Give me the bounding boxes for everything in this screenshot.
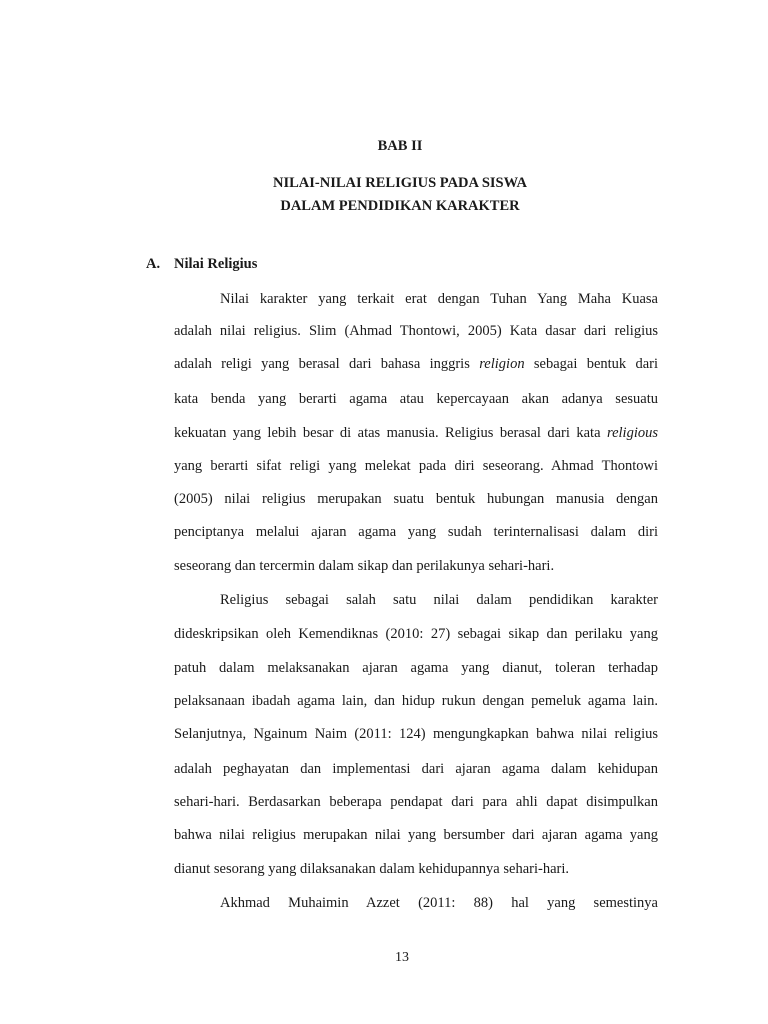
p2-line-1: Religius sebagai salah satu nilai dalam pendidikan karakter bbox=[220, 592, 658, 608]
chapter-title-line-1: NILAI-NILAI RELIGIUS PADA SISWA bbox=[273, 175, 527, 191]
page-number: 13 bbox=[395, 950, 409, 965]
p1-line-3-text-a: adalah religi yang berasal dari bahasa inggris bbox=[174, 356, 470, 372]
p2-line-6: adalah peghayatan dan implementasi dari ajaran agama dalam kehidupan bbox=[174, 761, 658, 777]
section-letter: A. bbox=[146, 256, 161, 272]
p1-line-5 bbox=[174, 424, 658, 442]
p3-line-1: Akhmad Muhaimin Azzet (2011: 88) hal yang semestinya bbox=[220, 895, 658, 911]
p2-line-3: patuh dalam melaksanakan ajaran agama yang dianut, toleran terhadap bbox=[174, 660, 658, 676]
section-heading bbox=[146, 255, 257, 273]
p1-line-2: adalah nilai religius. Slim (Ahmad Thontowi, 2005) Kata dasar dari religius bbox=[174, 323, 658, 339]
p1-line-1: Nilai karakter yang terkait erat dengan Tuhan Yang Maha Kuasa bbox=[220, 291, 658, 307]
p1-line-8: penciptanya melalui ajaran agama yang sudah terinternalisasi dalam diri bbox=[174, 524, 658, 540]
p2-line-2: dideskripsikan oleh Kemendiknas (2010: 27) sebagai sikap dan perilaku yang bbox=[174, 626, 658, 642]
p2-line-5: Selanjutnya, Ngainum Naim (2011: 124) mengungkapkan bahwa nilai religius bbox=[174, 726, 658, 742]
p1-line-5-italic-term: religious bbox=[606, 425, 659, 441]
chapter-title-line-2: DALAM PENDIDIKAN KARAKTER bbox=[280, 198, 520, 214]
p2-line-9: dianut sesorang yang dilaksanakan dalam kehidupannya sehari-hari. bbox=[174, 861, 569, 877]
chapter-label: BAB II bbox=[377, 138, 423, 154]
p1-line-5-text-a: kekuatan yang lebih besar di atas manusia. Religius berasal dari kata bbox=[174, 425, 601, 441]
p2-line-7: sehari-hari. Berdasarkan beberapa pendapat dari para ahli dapat disimpulkan bbox=[174, 794, 658, 810]
p1-line-3-italic-term: religion bbox=[479, 356, 525, 372]
p1-line-4: kata benda yang berarti agama atau kepercayaan akan adanya sesuatu bbox=[174, 391, 658, 407]
p1-line-9: seseorang dan tercermin dalam sikap dan perilakunya sehari-hari. bbox=[174, 558, 555, 574]
p2-line-8: bahwa nilai religius merupakan nilai yang bersumber dari ajaran agama yang bbox=[174, 827, 658, 843]
section-title: Nilai Religius bbox=[174, 256, 258, 272]
p1-line-6: yang berarti sifat religi yang melekat pada diri seseorang. Ahmad Thontowi bbox=[174, 458, 658, 474]
p2-line-4: pelaksanaan ibadah agama lain, dan hidup rukun dengan pemeluk agama lain. bbox=[174, 693, 658, 709]
p1-line-3-text-b: sebagai bentuk dari bbox=[533, 356, 659, 372]
p1-line-7: (2005) nilai religius merupakan suatu bentuk hubungan manusia dengan bbox=[174, 491, 658, 507]
p1-line-3 bbox=[174, 355, 658, 373]
